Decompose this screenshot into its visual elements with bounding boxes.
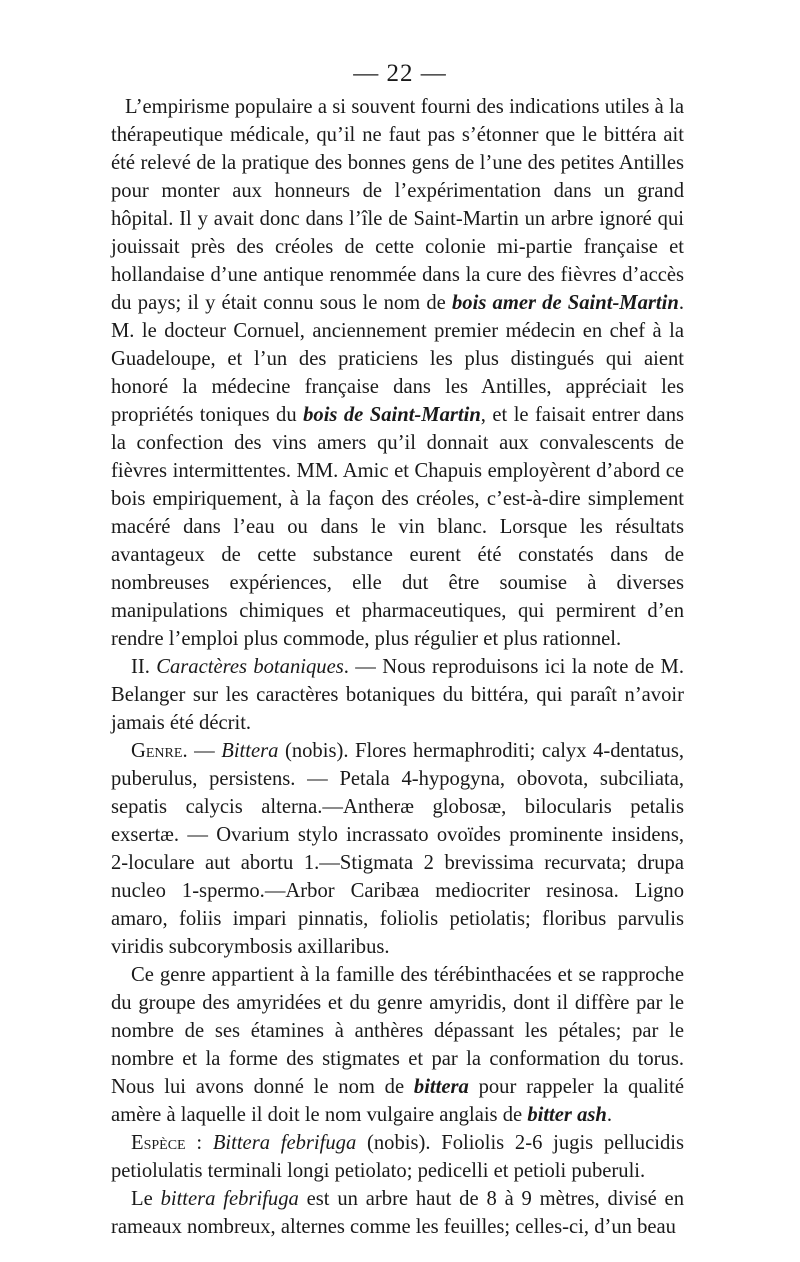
separator: : [185,1132,213,1154]
genus-name: Bittera [221,740,279,762]
paragraph-genre [111,737,684,961]
separator: . — [182,740,222,762]
page-body [111,93,684,1241]
paragraph-text: (nobis). Foliolis 2-6 jugis pellucidis petiolulatis terminali longi petiolato; pedicelli et petioli puberuli. [111,1132,684,1182]
paragraph-text: pour rappeler la qualité amère à laquelle il doit le nom vulgaire anglais de [111,1076,684,1126]
paragraph-text: (nobis). Flores hermaphroditi; calyx 4-dentatus, puberulus, persistens. — Petala 4-hypogyna, obovota, subciliata, sepatis calycis alterna.—Antheræ globosæ, bilocularis petalis exsertæ. — Ovarium stylo incrassato ovoïdes prominente insidens, 2-loculare aut abortu 1.—Stigmata 2 brevissima recurvata; drupa nucleo 1-spermo.—Arbor Caribæa mediocriter resinosa. Ligno amaro, foliis impari pinnatis, foliolis petiolatis; floribus parvulis viridis subcorymbosis axillaribus. [111,740,684,958]
species-name-inline: bittera febrifuga [160,1188,299,1210]
paragraph-text: , et le faisait entrer dans la confection des vins amers qu’il donnait aux convalescents de fièvres intermittentes. MM. Amic et Chapuis employèrent d’abord ce bois empiriquement, à la façon des créoles, c’est-à-dire simplement macéré dans l’eau ou dans le vin blanc. Lorsque les résultats avantageux de cette substance eurent été constatés dans de nombreuses expériences, elle dut être soumise à diverses manipulations chimiques et pharmaceutiques, qui permirent d’en rendre l’emploi plus commode, plus régulier et plus rationnel. [111,404,685,650]
espece-label: Espèce [131,1132,186,1154]
species-name: Bittera febrifuga [212,1132,357,1154]
paragraph-caracteres [111,653,684,737]
paragraph-description [111,1185,684,1241]
section-number: II. [131,656,157,678]
emphasis-bittera: bittera [413,1076,469,1098]
paragraph-text: L’empirisme populaire a si souvent fourni des indications utiles à la thérapeutique médicale, qu’il ne faut pas s’étonner que le bittéra ait été relevé de la pratique des bonnes gens de l’une des petites Antilles pour monter aux honneurs de l’expérimentation dans un grand hôpital. Il y avait donc dans l’île de Saint-Martin un arbre ignoré qui jouissait près des créoles de cette colonie mi-partie française et hollandaise d’une antique renommée dans la cure des fièvres d’accès du pays; il y était connu sous le nom de [111,96,684,314]
section-heading: Caractères botaniques [156,656,344,678]
paragraph-text: . M. le docteur Cornuel, anciennement premier médecin en chef à la Guadeloupe, et l’un des praticiens les plus distingués qui aient honoré la médecine française dans les Antilles, appréciait les propriétés toniques du [111,292,684,426]
paragraph-text: Ce genre appartient à la famille des térébinthacées et se rapproche du groupe des amyridées et du genre amyridis, dont il diffère par le nombre de ses étamines à anthères dépassant les pétales; par le nombre et la forme des stigmates et par la conformation du torus. Nous lui avons donné le nom de [111,964,684,1098]
paragraph-text: est un arbre haut de 8 à 9 mètres, divisé en rameaux nombreux, alternes comme les feuilles; celles-ci, d’un beau [111,1188,684,1238]
paragraph-espece [111,1129,684,1185]
emphasis-bois-saint-martin: bois de Saint-Martin [303,404,481,426]
genre-label: Genre [131,740,183,762]
emphasis-bois-amer: bois amer de Saint-Martin [452,292,679,314]
paragraph-famille [111,961,684,1129]
page-number: — 22 — [353,60,447,87]
paragraph-text: . [606,1104,612,1126]
emphasis-bitter-ash: bitter ash [527,1104,607,1126]
paragraph-empirisme [111,93,684,653]
paragraph-text: . — Nous reproduisons ici la note de M. Belanger sur les caractères botaniques du bittéra, qui paraît n’avoir jamais été décrit. [111,656,685,734]
paragraph-text: Le [131,1188,161,1210]
